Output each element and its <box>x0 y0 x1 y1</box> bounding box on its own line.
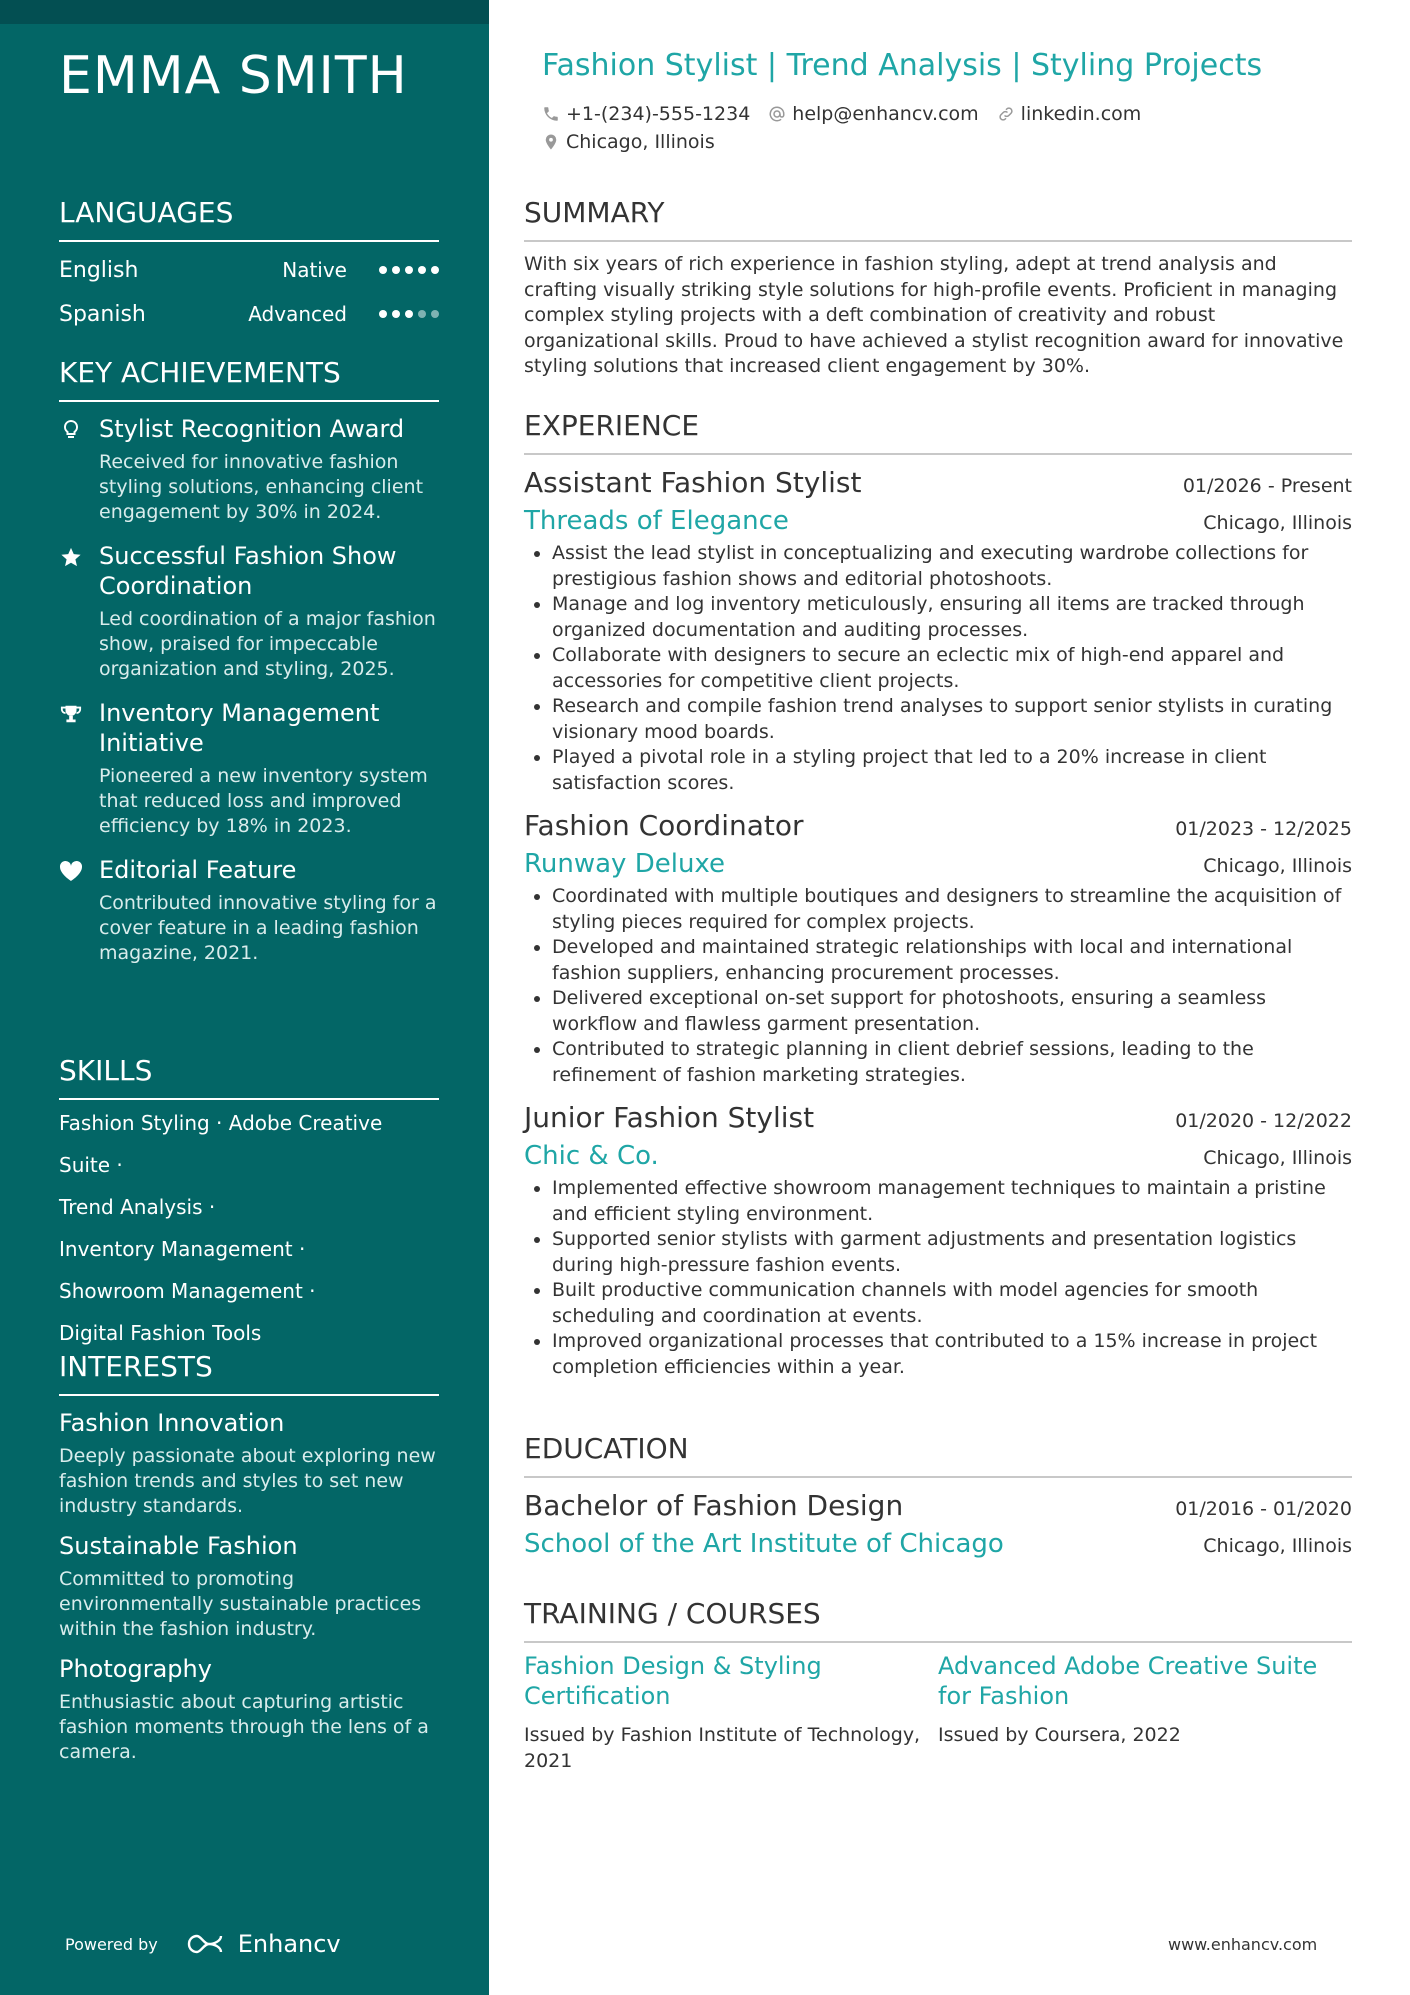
interest-title: Fashion Innovation <box>59 1409 285 1437</box>
job-location: Chicago, Illinois <box>1203 1147 1352 1169</box>
language-row <box>59 248 439 292</box>
bullet: • Built productive communication channels with model agencies for smooth scheduling and coordination at events. <box>552 1278 1352 1329</box>
contact-email[interactable] <box>768 103 978 125</box>
contact-location <box>542 131 715 153</box>
interests-section <box>59 1350 439 1765</box>
bullet: • Developed and maintained strategic relationships with local and international fashion suppliers, enhancing procurement processes. <box>552 935 1352 986</box>
summary-title: SUMMARY <box>524 196 1352 242</box>
language-name: English <box>59 257 139 283</box>
powered-by <box>65 1930 341 1958</box>
email-text: help@enhancv.com <box>792 103 979 125</box>
link-icon <box>997 105 1015 123</box>
education-section <box>524 1432 1352 1562</box>
achievement-title: Inventory Management Initiative <box>99 699 380 757</box>
achievement-item <box>59 541 439 682</box>
job-location: Chicago, Illinois <box>1203 512 1352 534</box>
candidate-name: EMMA SMITH <box>59 46 408 106</box>
achievement-desc: Received for innovative fashion styling solutions, enhancing client engagement by 30% in 2024. <box>99 451 424 523</box>
headline: Fashion Stylist | Trend Analysis | Styling Projects <box>542 48 1263 83</box>
achievement-desc: Pioneered a new inventory system that reduced loss and improved efficiency by 18% in 2023. <box>99 765 428 837</box>
experience-section <box>524 409 1352 1380</box>
sidebar-top-band <box>0 0 489 24</box>
enhancv-logo[interactable] <box>186 1930 341 1958</box>
contact-phone[interactable] <box>542 103 750 125</box>
course-title: Advanced Adobe Creative Suite for Fashion <box>938 1652 1318 1710</box>
job-date: 01/2023 - 12/2025 <box>1175 818 1352 840</box>
skill-line: Showroom Management · <box>59 1279 316 1303</box>
dot-filled <box>431 266 439 274</box>
achievement-item <box>59 414 439 525</box>
education-date: 01/2016 - 01/2020 <box>1175 1498 1352 1520</box>
job-company: Chic & Co. <box>524 1141 659 1171</box>
languages-section <box>59 196 439 336</box>
phone-icon <box>542 105 560 123</box>
interest-title: Sustainable Fashion <box>59 1532 298 1560</box>
powered-by-label: Powered by <box>65 1934 158 1954</box>
enhancv-brand: Enhancv <box>237 1930 341 1958</box>
course-title: Fashion Design & Styling Certification <box>524 1652 822 1710</box>
skill-line: Fashion Styling · Adobe Creative Suite · <box>59 1111 383 1177</box>
bullet: • Manage and log inventory meticulously, ensuring all items are tracked through organized documentation and auditing processes. <box>552 592 1352 643</box>
training-section <box>524 1597 1352 1774</box>
achievement-desc: Contributed innovative styling for a cover feature in a leading fashion magazine, 2021. <box>99 892 437 964</box>
language-level: Advanced <box>248 302 347 326</box>
location-text: Chicago, Illinois <box>566 131 715 153</box>
education-title: EDUCATION <box>524 1432 1352 1478</box>
interest-desc: Deeply passionate about exploring new fashion trends and styles to set new industry standards. <box>59 1445 436 1517</box>
job-company: Threads of Elegance <box>524 506 789 536</box>
language-level: Native <box>282 258 347 282</box>
achievement-item <box>59 855 439 966</box>
achievement-title: Editorial Feature <box>99 856 297 884</box>
job-entry <box>524 1098 1352 1380</box>
job-bullets <box>524 541 1352 796</box>
achievement-item <box>59 698 439 839</box>
summary-text: With six years of rich experience in fashion styling, adept at trend analysis and crafting visually striking style solutions for high-profile events. Proficient in managing complex styling projects with a deft combination of creativity and robust organizational skills. Proud to have achieved a stylist recognition award for innovative styling solutions that increased client engagement by 30%. <box>524 253 1344 377</box>
interest-desc: Committed to promoting environmentally sustainable practices within the fashion industry. <box>59 1568 422 1640</box>
achievement-desc: Led coordination of a major fashion show, praised for impeccable organization and styling, 2025. <box>99 608 436 680</box>
interest-title: Photography <box>59 1655 212 1683</box>
education-location: Chicago, Illinois <box>1203 1535 1352 1557</box>
dot-empty <box>431 310 439 318</box>
sidebar <box>0 0 489 1995</box>
skill-line: Trend Analysis · <box>59 1195 216 1219</box>
job-title: Assistant Fashion Stylist <box>524 466 862 499</box>
dot-filled <box>418 266 426 274</box>
course-item <box>938 1651 1352 1774</box>
training-title: TRAINING / COURSES <box>524 1597 1352 1643</box>
bullet: • Delivered exceptional on-set support for photoshoots, ensuring a seamless workflow and flawless garment presentation. <box>552 986 1352 1037</box>
proficiency-dots <box>379 310 439 318</box>
at-icon <box>768 105 786 123</box>
job-company: Runway Deluxe <box>524 849 726 879</box>
bullet: • Contributed to strategic planning in client debrief sessions, leading to the refinement of fashion marketing strategies. <box>552 1037 1352 1088</box>
course-item <box>524 1651 938 1774</box>
phone-text: +1-(234)-555-1234 <box>566 103 751 125</box>
location-pin-icon <box>542 133 560 151</box>
education-entry <box>524 1486 1352 1562</box>
achievements-title: KEY ACHIEVEMENTS <box>59 356 439 402</box>
experience-title: EXPERIENCE <box>524 409 1352 455</box>
contact-info <box>542 100 1159 156</box>
star-icon <box>59 545 83 569</box>
achievement-title: Stylist Recognition Award <box>99 415 405 443</box>
bullet: • Assist the lead stylist in conceptualizing and executing wardrobe collections for prestigious fashion shows and editorial photoshoots. <box>552 541 1352 592</box>
language-row <box>59 292 439 336</box>
course-desc: Issued by Fashion Institute of Technology, 2021 <box>524 1724 921 1772</box>
skills-section <box>59 1054 439 1354</box>
dot-filled <box>392 310 400 318</box>
trophy-icon <box>59 702 83 726</box>
bullet: • Research and compile fashion trend analyses to support senior stylists in curating visionary mood boards. <box>552 694 1352 745</box>
dot-filled <box>379 266 387 274</box>
job-bullets <box>524 884 1352 1088</box>
footer-url[interactable]: www.enhancv.com <box>1168 1935 1318 1954</box>
job-title: Fashion Coordinator <box>524 809 804 842</box>
dot-filled <box>405 266 413 274</box>
skills-title: SKILLS <box>59 1054 439 1100</box>
course-desc: Issued by Coursera, 2022 <box>938 1724 1181 1746</box>
bullet: • Supported senior stylists with garment adjustments and presentation logistics during high-pressure fashion events. <box>552 1227 1352 1278</box>
skill-line: Inventory Management · <box>59 1237 306 1261</box>
job-entry <box>524 806 1352 1088</box>
dot-filled <box>392 266 400 274</box>
interest-desc: Enthusiastic about capturing artistic fashion moments through the lens of a camera. <box>59 1691 429 1763</box>
languages-title: LANGUAGES <box>59 196 439 242</box>
achievements-section <box>59 356 439 966</box>
bullet: • Improved organizational processes that contributed to a 15% increase in project completion efficiencies within a year. <box>552 1329 1352 1380</box>
interests-title: INTERESTS <box>59 1350 439 1396</box>
job-bullets <box>524 1176 1352 1380</box>
enhancv-logo-icon <box>186 1933 232 1955</box>
bullet: • Played a pivotal role in a styling project that led to a 20% increase in client satisfaction scores. <box>552 745 1352 796</box>
job-title: Junior Fashion Stylist <box>524 1101 815 1134</box>
achievement-title: Successful Fashion Show Coordination <box>99 542 397 600</box>
lightbulb-icon <box>59 418 83 442</box>
job-location: Chicago, Illinois <box>1203 855 1352 877</box>
skill-line: Digital Fashion Tools <box>59 1321 262 1345</box>
dot-filled <box>405 310 413 318</box>
dot-empty <box>418 310 426 318</box>
linkedin-text: linkedin.com <box>1020 103 1142 125</box>
heart-icon <box>59 859 83 883</box>
bullet: • Coordinated with multiple boutiques and designers to streamline the acquisition of styling pieces required for complex projects. <box>552 884 1352 935</box>
summary-section <box>524 196 1352 380</box>
language-name: Spanish <box>59 301 146 327</box>
bullet: • Collaborate with designers to secure an eclectic mix of high-end apparel and accessories for competitive client projects. <box>552 643 1352 694</box>
contact-linkedin[interactable] <box>997 103 1142 125</box>
job-date: 01/2026 - Present <box>1182 475 1352 497</box>
job-entry <box>524 463 1352 796</box>
degree: Bachelor of Fashion Design <box>524 1489 904 1522</box>
bullet: • Implemented effective showroom management techniques to maintain a pristine and efficient styling environment. <box>552 1176 1352 1227</box>
proficiency-dots <box>379 266 439 274</box>
dot-filled <box>379 310 387 318</box>
job-date: 01/2020 - 12/2022 <box>1175 1110 1352 1132</box>
school: School of the Art Institute of Chicago <box>524 1529 1004 1559</box>
